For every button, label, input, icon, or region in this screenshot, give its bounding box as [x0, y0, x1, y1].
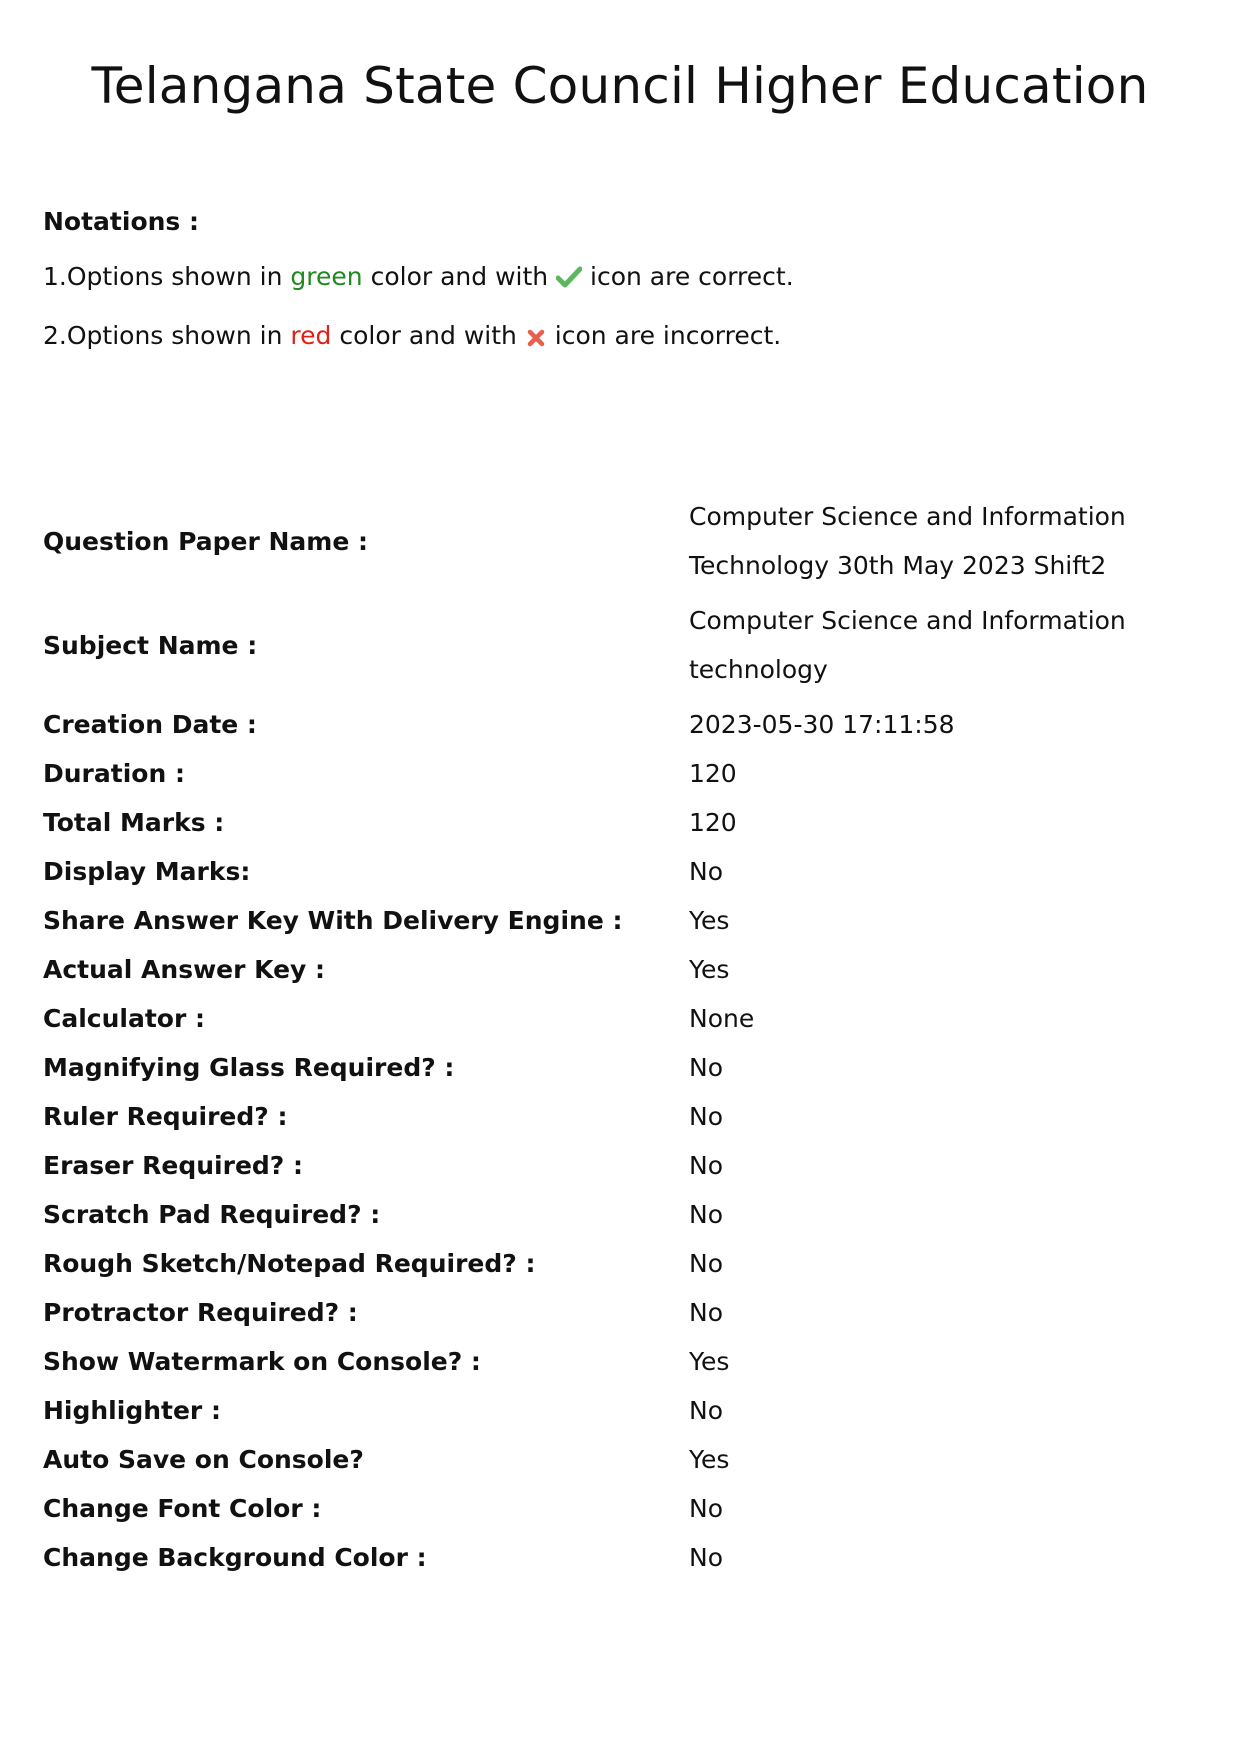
table-row — [43, 1533, 1193, 1582]
paper-info-table — [43, 492, 1193, 1582]
cross-icon — [525, 323, 547, 357]
info-value: 2023-05-30 17:11:58 — [689, 710, 955, 739]
notation-incorrect-suffix: icon are incorrect. — [554, 321, 782, 350]
info-value: No — [689, 1298, 723, 1327]
info-value: Yes — [689, 906, 730, 935]
table-row — [43, 994, 1193, 1043]
info-label: Change Background Color : — [43, 1543, 427, 1572]
info-value: No — [689, 1249, 723, 1278]
table-row — [43, 492, 1193, 596]
table-row — [43, 1239, 1193, 1288]
info-label: Duration : — [43, 759, 185, 788]
info-label: Auto Save on Console? — [43, 1445, 364, 1474]
info-value: No — [689, 1396, 723, 1425]
info-value: 120 — [689, 759, 737, 788]
page-title: Telangana State Council Higher Education — [91, 57, 1149, 115]
info-value: No — [689, 1102, 723, 1131]
info-label: Protractor Required? : — [43, 1298, 358, 1327]
notation-incorrect-color-word: red — [290, 321, 332, 350]
info-label: Eraser Required? : — [43, 1151, 303, 1180]
info-label: Scratch Pad Required? : — [43, 1200, 381, 1229]
table-row — [43, 1190, 1193, 1239]
question-paper-name-value — [689, 492, 1193, 596]
question-paper-name-value-line2: Technology 30th May 2023 Shift2 — [689, 551, 1107, 580]
info-label: Display Marks: — [43, 857, 251, 886]
info-label: Creation Date : — [43, 710, 257, 739]
table-row — [43, 1092, 1193, 1141]
table-row — [43, 1043, 1193, 1092]
subject-name-value-line2: technology — [689, 655, 828, 684]
table-row — [43, 1435, 1193, 1484]
info-value: Yes — [689, 1445, 730, 1474]
table-row — [43, 1141, 1193, 1190]
info-value: None — [689, 1004, 755, 1033]
info-label: Highlighter : — [43, 1396, 221, 1425]
info-label: Share Answer Key With Delivery Engine : — [43, 906, 623, 935]
table-row — [43, 1386, 1193, 1435]
info-value: No — [689, 1494, 723, 1523]
notation-correct-middle: color and with — [370, 262, 549, 291]
table-row — [43, 749, 1193, 798]
info-value: 120 — [689, 808, 737, 837]
info-label: Ruler Required? : — [43, 1102, 288, 1131]
subject-name-label: Subject Name : — [43, 630, 258, 660]
notation-incorrect-middle: color and with — [339, 321, 517, 350]
notation-correct-suffix: icon are correct. — [590, 262, 794, 291]
notation-correct-line — [43, 260, 1193, 298]
notation-correct-prefix: 1.Options shown in — [43, 262, 283, 291]
info-value: No — [689, 857, 723, 886]
info-value: Yes — [689, 1347, 730, 1376]
info-label: Show Watermark on Console? : — [43, 1347, 481, 1376]
subject-name-value — [689, 596, 1193, 700]
table-row — [43, 945, 1193, 994]
table-row — [43, 798, 1193, 847]
info-value: Yes — [689, 955, 730, 984]
table-row — [43, 1484, 1193, 1533]
info-label: Change Font Color : — [43, 1494, 322, 1523]
check-icon — [556, 264, 582, 298]
info-label: Rough Sketch/Notepad Required? : — [43, 1249, 536, 1278]
info-label: Calculator : — [43, 1004, 205, 1033]
info-value: No — [689, 1200, 723, 1229]
info-label: Total Marks : — [43, 808, 225, 837]
table-row — [43, 596, 1193, 700]
notations-heading: Notations : — [43, 207, 199, 236]
info-value: No — [689, 1151, 723, 1180]
table-row — [43, 847, 1193, 896]
notation-incorrect-line — [43, 319, 1193, 357]
notation-incorrect-prefix: 2.Options shown in — [43, 321, 283, 350]
table-row — [43, 1288, 1193, 1337]
subject-name-value-line1: Computer Science and Information — [689, 606, 1126, 635]
table-row — [43, 896, 1193, 945]
info-value: No — [689, 1543, 723, 1572]
info-value: No — [689, 1053, 723, 1082]
notation-correct-color-word: green — [290, 262, 363, 291]
question-paper-name-value-line1: Computer Science and Information — [689, 502, 1126, 531]
table-row — [43, 1337, 1193, 1386]
info-label: Magnifying Glass Required? : — [43, 1053, 455, 1082]
question-paper-name-label: Question Paper Name : — [43, 526, 368, 556]
table-row — [43, 700, 1193, 749]
notations-section — [43, 205, 1193, 378]
info-label: Actual Answer Key : — [43, 955, 326, 984]
